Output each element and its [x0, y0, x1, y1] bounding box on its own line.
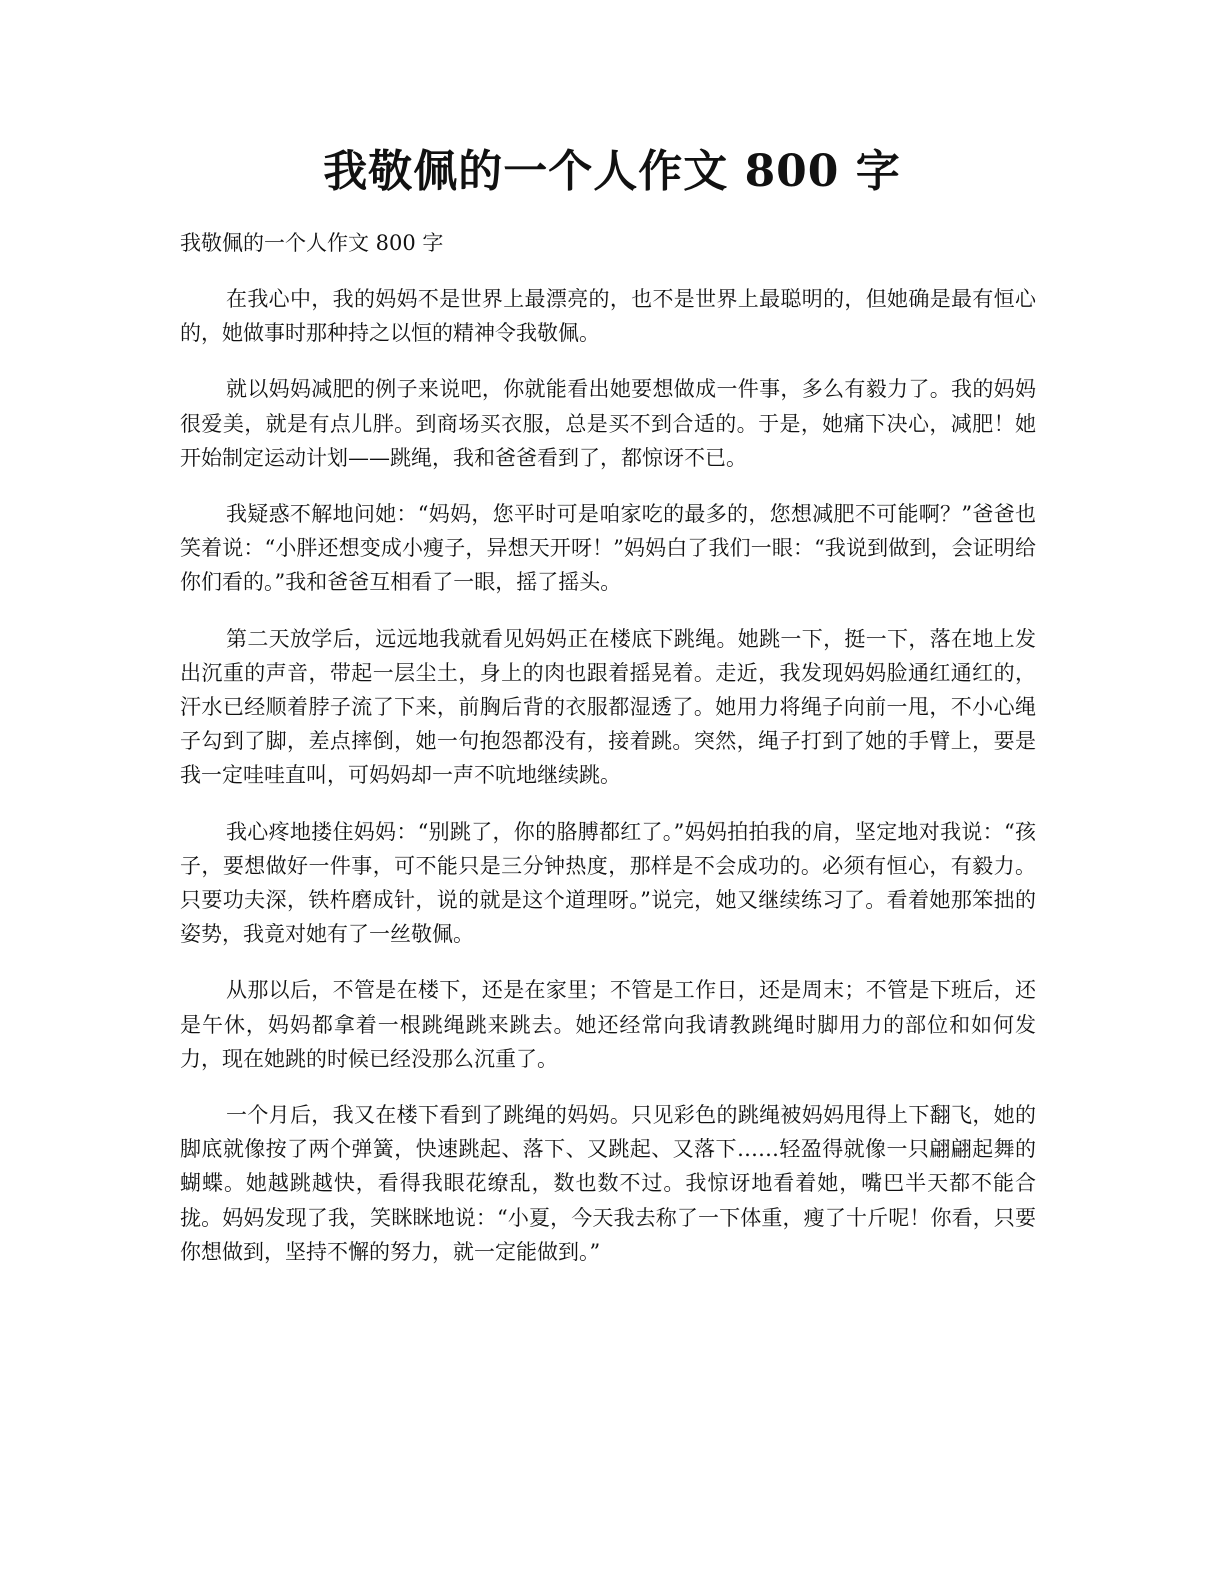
paragraph-2: 就以妈妈减肥的例子来说吧，你就能看出她要想做成一件事，多么有毅力了。我的妈妈很爱美，就是有点儿胖。到商场买衣服，总是买不到合适的。于是，她痛下决心，减肥！她开始制定运动计划——跳绳，我和爸爸看到了，都惊讶不已。	[180, 377, 1036, 470]
paragraph-4: 第二天放学后，远远地我就看见妈妈正在楼底下跳绳。她跳一下，挺一下，落在地上发出沉重的声音，带起一层尘土，身上的肉也跟着摇晃着。走近，我发现妈妈脸通红通红的，汗水已经顺着脖子流了下来，前胸后背的衣服都湿透了。她用力将绳子向前一甩，不小心绳子勾到了脚，差点摔倒，她一句抱怨都没有，接着跳。突然，绳子打到了她的手臂上，要是我一定哇哇直叫，可妈妈却一声不吭地继续跳。	[180, 626, 1036, 788]
document-title: 我敬佩的一个人作文 800 字	[323, 146, 901, 197]
paragraph-3: 我疑惑不解地问她：“妈妈，您平时可是咱家吃的最多的，您想减肥不可能啊？”爸爸也笑着说：“小胖还想变成小瘦子，异想天开呀！”妈妈白了我们一眼：“我说到做到，会证明给你们看的。”我和爸爸互相看了一眼，摇了摇头。	[180, 502, 1036, 595]
paragraph-7: 一个月后，我又在楼下看到了跳绳的妈妈。只见彩色的跳绳被妈妈甩得上下翻飞，她的脚底就像按了两个弹簧，快速跳起、落下、又跳起、又落下……轻盈得就像一只翩翩起舞的蝴蝶。她越跳越快，看得我眼花缭乱，数也数不过。我惊讶地看着她，嘴巴半天都不能合拢。妈妈发现了我，笑眯眯地说：“小夏，今天我去称了一下体重，瘦了十斤呢！你看，只要你想做到，坚持不懈的努力，就一定能做到。”	[180, 1103, 1036, 1264]
document-body	[180, 226, 1036, 1291]
paragraph-5: 我心疼地搂住妈妈：“别跳了，你的胳膊都红了。”妈妈拍拍我的肩，坚定地对我说：“孩子，要想做好一件事，可不能只是三分钟热度，那样是不会成功的。必须有恒心，有毅力。只要功夫深，铁杵磨成针，说的就是这个道理呀。”说完，她又继续练习了。看着她那笨拙的姿势，我竟对她有了一丝敬佩。	[180, 819, 1036, 947]
paragraph-6: 从那以后，不管是在楼下，还是在家里；不管是工作日，还是周末；不管是下班后，还是午休，妈妈都拿着一根跳绳跳来跳去。她还经常向我请教跳绳时脚用力的部位和如何发力，现在她跳的时候已经没那么沉重了。	[180, 978, 1036, 1071]
document-subtitle: 我敬佩的一个人作文 800 字	[180, 231, 444, 255]
paragraph-1: 在我心中，我的妈妈不是世界上最漂亮的，也不是世界上最聪明的，但她确是最有恒心的，她做事时那种持之以恒的精神令我敬佩。	[180, 287, 1036, 346]
